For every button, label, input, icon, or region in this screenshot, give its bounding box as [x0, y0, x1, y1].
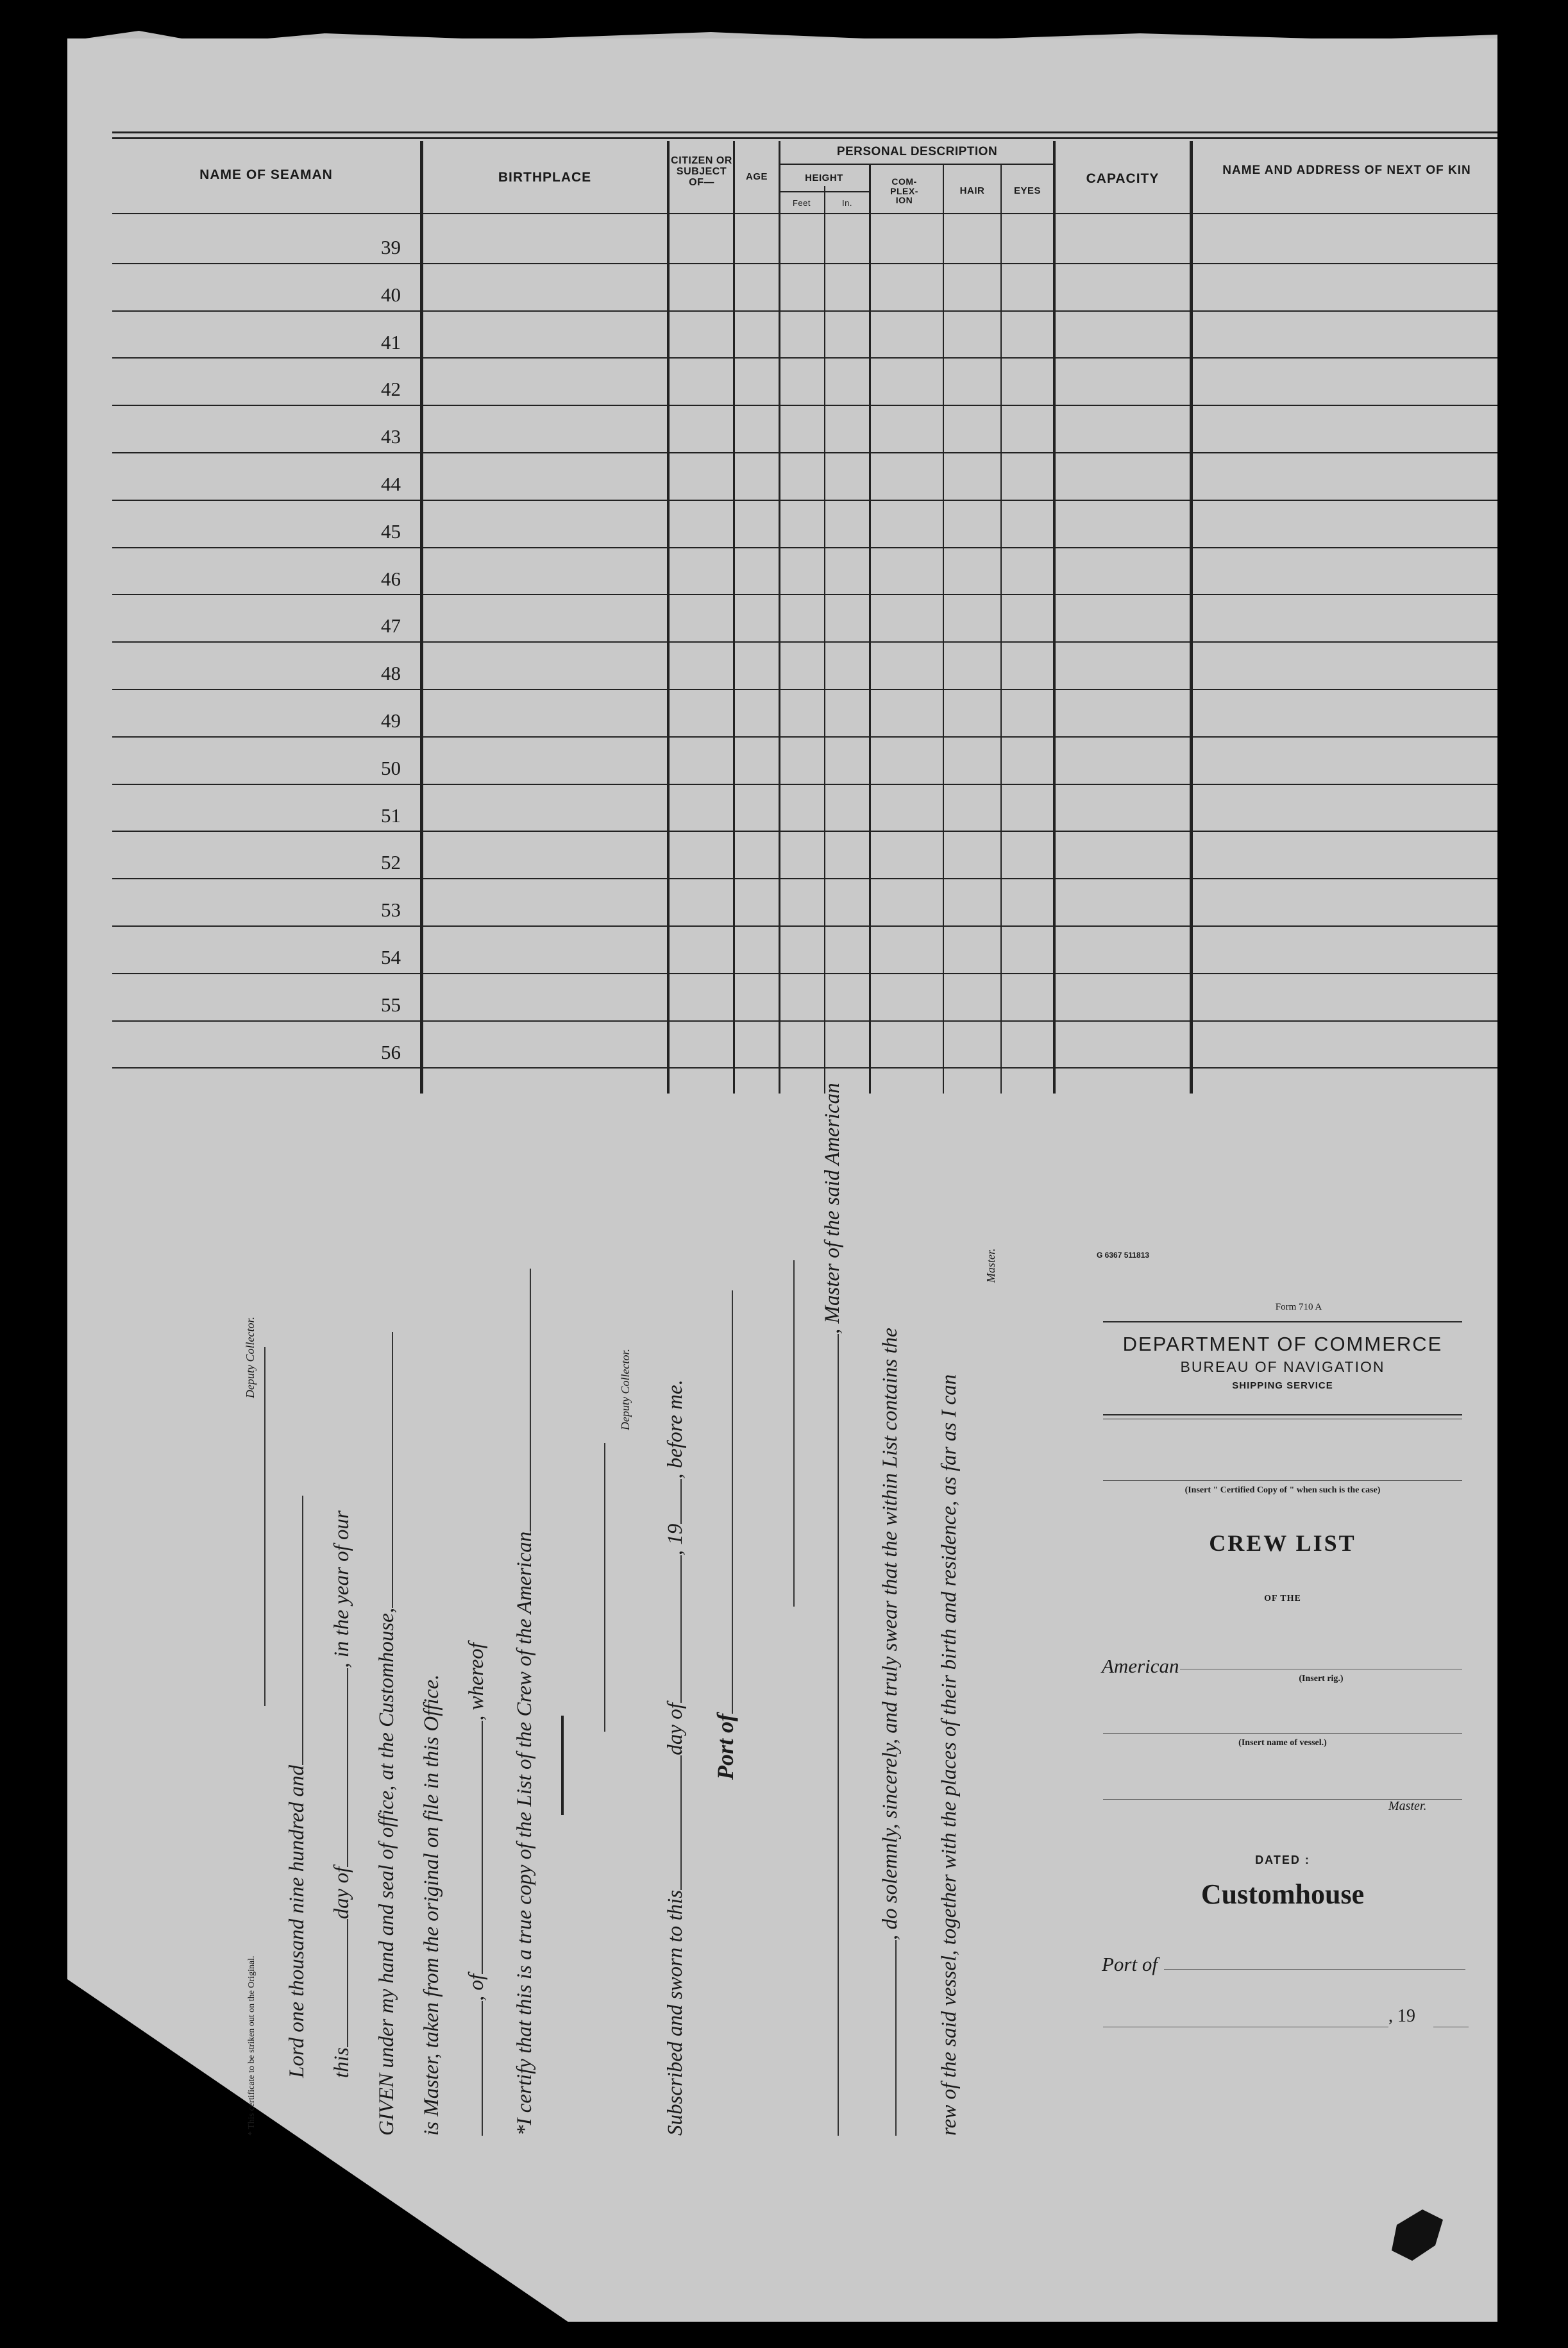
table-top-rule-2 [112, 137, 1497, 139]
day-of-2-text: day of [330, 1866, 353, 1920]
of-blank-2 [465, 1721, 483, 1974]
height-sub-rule [779, 191, 870, 192]
row-rule [112, 405, 1497, 406]
oath-given [375, 1332, 399, 2136]
row-number: 43 [381, 425, 401, 448]
bureau: BUREAU OF NAVIGATION [1180, 1358, 1385, 1375]
row-number: 41 [381, 330, 401, 353]
row-rule [112, 973, 1497, 974]
subscribed-month-blank [664, 1555, 682, 1703]
header-complexion: COM- PLEX- ION [890, 176, 918, 206]
row-number: 50 [381, 756, 401, 779]
row-number: 52 [381, 851, 401, 874]
header-age: AGE [745, 171, 768, 182]
col-rule-age [779, 141, 780, 1094]
row-rule [112, 925, 1497, 927]
this-month-blank [330, 1668, 348, 1867]
row-number: 47 [381, 614, 401, 638]
row-rule [112, 452, 1497, 453]
header-height: HEIGHT [805, 173, 843, 183]
row-rule [112, 831, 1497, 832]
row-number: 56 [381, 1040, 401, 1063]
row-number: 55 [381, 993, 401, 1016]
certify-text: *I certify that this is a true copy of the List of the Crew of the American [513, 1531, 536, 2136]
header-hair: HAIR [959, 185, 985, 196]
oath-line-3-text: rew of the said vessel, together with the places of their birth and residence, as far as I can [938, 1374, 961, 2136]
row-number: 54 [381, 946, 401, 968]
oath-port-of [712, 1290, 739, 1780]
row-number: 39 [381, 236, 401, 258]
customhouse-title: Customhouse [1201, 1879, 1365, 1910]
master-name-blank [821, 1334, 839, 2136]
port-blank [1164, 1969, 1465, 1970]
row-number: 46 [381, 567, 401, 590]
row-rule [112, 1067, 1497, 1068]
master-label: Master. [1388, 1799, 1427, 1813]
header-citizen: CITIZEN OR SUBJECT OF— [671, 155, 732, 188]
subscribed-year-blank [664, 1479, 682, 1524]
oath-line-1-text: , Master of the said American [821, 1083, 844, 1334]
oath-this-line [330, 1510, 354, 2136]
department: DEPARTMENT OF COMMERCE [1122, 1333, 1443, 1355]
table-top-rule [112, 131, 1497, 133]
col-rule-hair [1000, 164, 1002, 1094]
col-rule-capacity [1190, 141, 1193, 1094]
american-label: American [1102, 1655, 1179, 1677]
oath-certificate-block [83, 1083, 1071, 2136]
row-rule [112, 357, 1497, 359]
this-text: this [330, 2047, 353, 2078]
cover-rule-2 [1103, 1414, 1462, 1415]
row-number: 40 [381, 283, 401, 306]
oath-certify [513, 1269, 537, 2136]
row-rule [112, 1020, 1497, 1022]
col-rule-complexion [943, 164, 944, 1094]
row-number: 45 [381, 519, 401, 543]
deputy-signature-line-1 [603, 1443, 605, 1732]
row-number: 48 [381, 662, 401, 685]
header-name-of-seaman: NAME OF SEAMAN [199, 167, 333, 182]
col-rule-feet [824, 186, 825, 1094]
oath-line-2 [879, 1328, 902, 2136]
oath-separator [561, 1716, 564, 1815]
this-day-blank [330, 1919, 348, 2047]
before-me-text: , before me. [664, 1380, 687, 1479]
port-of-blank [715, 1290, 733, 1714]
master-signature-line [792, 1260, 795, 1607]
vessel-blank [1103, 1733, 1462, 1734]
header-birthplace: BIRTHPLACE [498, 170, 592, 185]
insert-rig: (Insert rig.) [1299, 1674, 1344, 1684]
master-sig-label: Master. [984, 1248, 997, 1283]
is-master-text: is Master, taken from the original on file in this Office. [420, 1674, 443, 2136]
col-rule-name [420, 141, 423, 1094]
row-rule [112, 500, 1497, 501]
cover-rule-top [1103, 1321, 1462, 1322]
row-rule [112, 736, 1497, 738]
oath-is-master [420, 1675, 444, 2136]
certify-vessel-blank [513, 1269, 531, 1532]
row-rule [112, 689, 1497, 690]
form-number: Form 710 A [1275, 1302, 1322, 1312]
row-number: 42 [381, 378, 401, 401]
row-number: 44 [381, 473, 401, 495]
row-rule [112, 310, 1497, 312]
oath-line-1 [821, 1083, 845, 2136]
header-next-of-kin: NAME AND ADDRESS OF NEXT OF KIN [1222, 164, 1471, 177]
insert-certified: (Insert " Certified Copy of " when such is the case) [1184, 1485, 1381, 1495]
given-text: GIVEN under my hand and seal of office, at the Customhouse, [375, 1607, 398, 2136]
header-inches: In. [842, 198, 852, 208]
row-number: 51 [381, 804, 401, 827]
header-feet: Feet [792, 198, 811, 208]
port-of-label: Port of [712, 1714, 738, 1780]
row-number: 49 [381, 709, 401, 732]
certificate-footnote: * This certificate to be striken out on the Original. [247, 1955, 257, 2136]
deputy-collector-1: Deputy Collector. [619, 1349, 632, 1430]
oath-subscribed [664, 1380, 687, 2136]
oath-line-2-text: , do solemnly, sincerely, and truly swear that the within List contains the [879, 1328, 902, 1940]
header-eyes: EYES [1013, 185, 1041, 196]
dated-label: DATED : [1255, 1854, 1310, 1866]
subscribed-day-blank [664, 1755, 682, 1890]
row-rule [112, 784, 1497, 785]
subscribed-text: Subscribed and sworn to this [664, 1889, 687, 2136]
insert-vessel: (Insert name of vessel.) [1238, 1738, 1327, 1748]
oath-blank-2 [879, 1940, 897, 2136]
lord-text: Lord one thousand nine hundred and [285, 1765, 308, 2078]
year-19-label: , 19 [1388, 2006, 1415, 2026]
col-rule-height [869, 164, 871, 1094]
oath-lord-line [285, 1496, 309, 2136]
row-rule [112, 594, 1497, 595]
col-rule-birthplace [667, 141, 670, 1094]
printing-code: G 6367 511813 [1097, 1251, 1150, 1260]
crew-list-title: CREW LIST [1209, 1530, 1356, 1556]
col-rule-citizen [733, 141, 735, 1094]
oath-of-line [465, 1643, 489, 2136]
col-rule-eyes [1053, 141, 1056, 1094]
whereof-text: , whereof [465, 1643, 488, 1721]
service: SHIPPING SERVICE [1232, 1380, 1333, 1391]
row-rule [112, 547, 1497, 548]
row-rule [112, 263, 1497, 264]
certified-blank [1103, 1480, 1462, 1481]
day-of-text: day of [664, 1703, 687, 1755]
deputy-collector-2: Deputy Collector. [244, 1317, 257, 1398]
row-rule [112, 641, 1497, 643]
header-bottom-rule [112, 213, 1497, 214]
port-of-label: Port of [1102, 1953, 1158, 1975]
lord-year-blank [285, 1496, 303, 1765]
of-blank-1 [465, 2001, 483, 2136]
row-rule [112, 878, 1497, 879]
row-number: 53 [381, 899, 401, 922]
deputy-signature-line-2 [263, 1347, 266, 1706]
in-the-year-text: , in the year of our [330, 1510, 353, 1668]
header-personal-description: PERSONAL DESCRIPTION [836, 145, 998, 158]
of-text: , of [465, 1973, 488, 2001]
given-blank [375, 1332, 393, 1608]
header-capacity: CAPACITY [1086, 171, 1159, 186]
year-19-text: , 19 [664, 1523, 687, 1556]
oath-line-3 [938, 1374, 961, 2136]
of-the: OF THE [1264, 1594, 1301, 1603]
personal-desc-rule [779, 164, 1054, 165]
